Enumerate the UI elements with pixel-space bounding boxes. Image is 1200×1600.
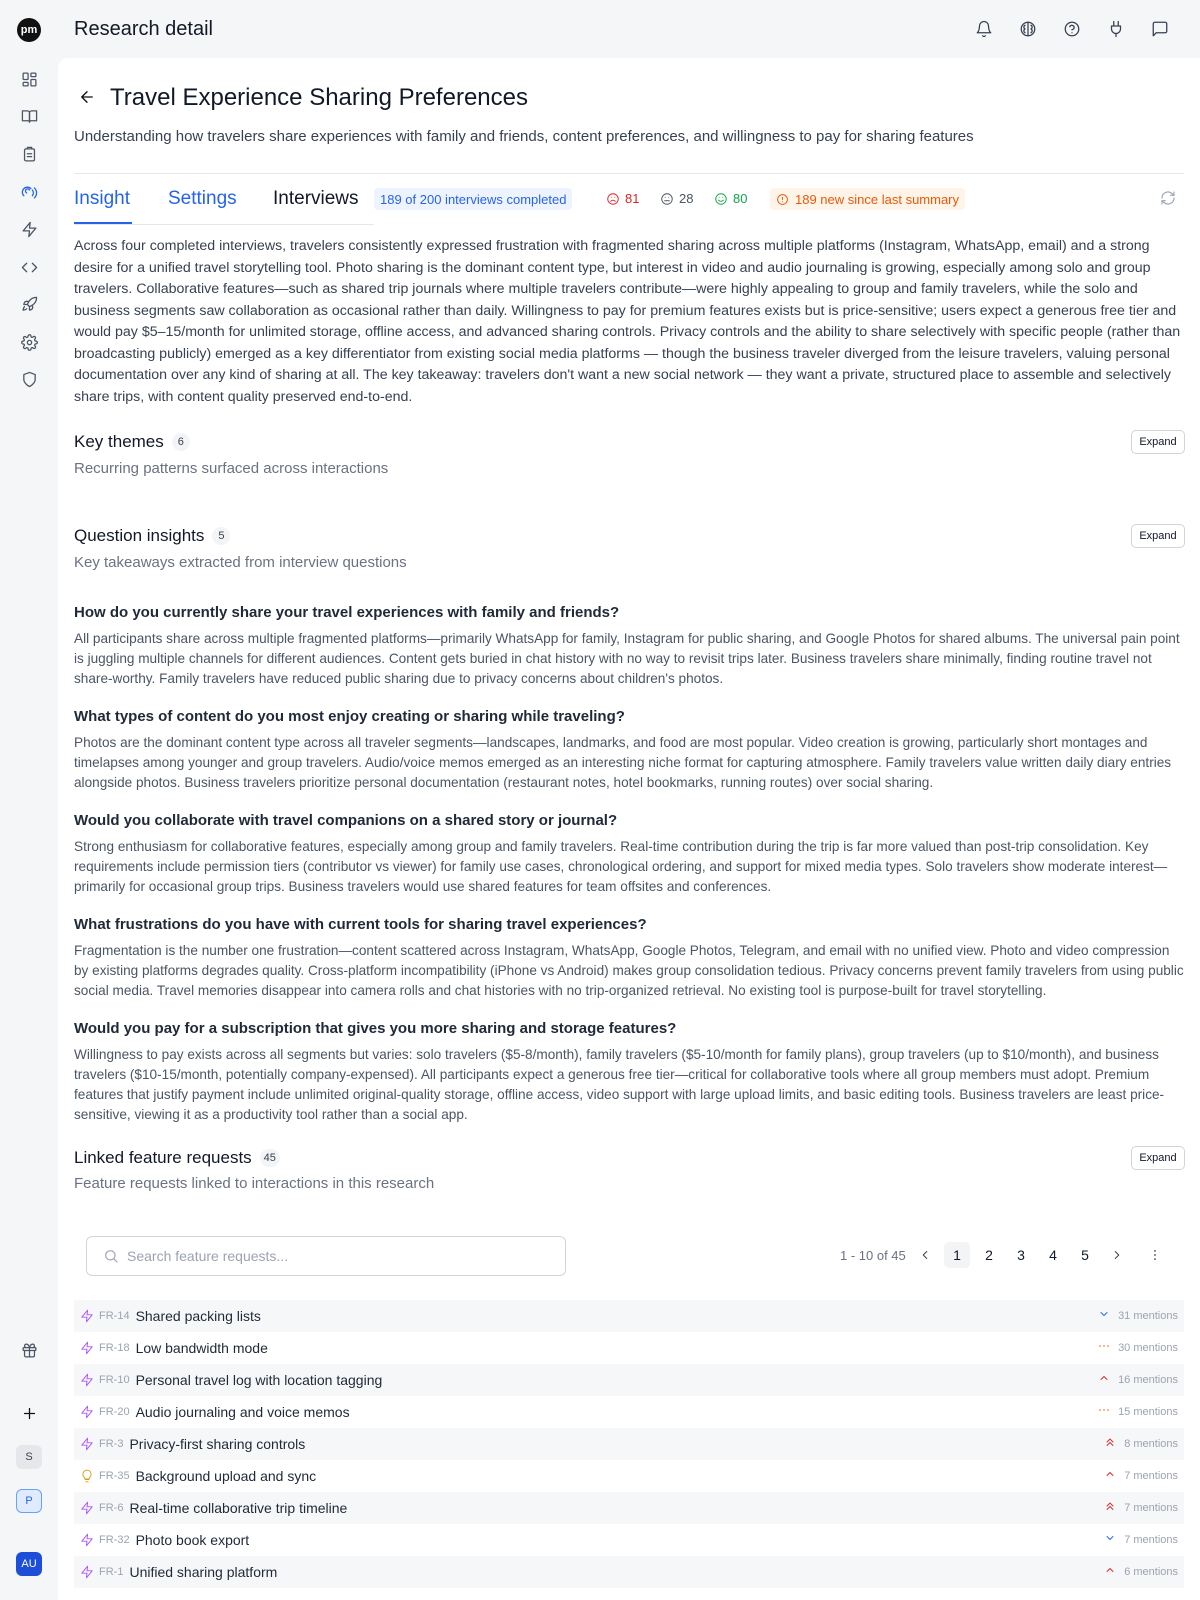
lightning-icon	[80, 1437, 94, 1451]
lightning-icon	[80, 1501, 94, 1515]
double-chevron-up-icon	[1104, 1499, 1116, 1517]
brain-icon[interactable]	[1019, 20, 1039, 40]
feature-request-name[interactable]: Personal travel log with location tagging	[135, 1372, 383, 1388]
lightning-icon	[80, 1405, 94, 1419]
key-themes-label: Key themes	[74, 432, 164, 451]
tabs-divider	[74, 224, 374, 225]
lightning-icon	[80, 1565, 94, 1579]
workspace-p[interactable]: P	[16, 1489, 42, 1513]
dots-icon	[1098, 1339, 1110, 1357]
key-themes-count: 6	[172, 433, 190, 451]
feature-request-name[interactable]: Shared packing lists	[135, 1308, 261, 1324]
feature-request-row[interactable]	[74, 1332, 1184, 1364]
alert-icon	[776, 193, 789, 206]
question-insight-item	[74, 812, 1186, 897]
feature-request-meta	[1098, 1396, 1178, 1428]
negative-value: 81	[625, 191, 640, 206]
sidebar	[0, 0, 58, 1600]
question-title: Would you pay for a subscription that gives you more sharing and storage features?	[74, 1020, 677, 1037]
feature-request-name[interactable]: Audio journaling and voice memos	[135, 1404, 350, 1420]
feature-request-id: FR-10	[99, 1374, 130, 1386]
more-options-button[interactable]	[1142, 1242, 1168, 1268]
feature-request-row[interactable]	[74, 1428, 1184, 1460]
research-title: Travel Experience Sharing Preferences	[110, 84, 528, 111]
neutral-value: 28	[679, 191, 694, 206]
page-5-button[interactable]: 5	[1081, 1247, 1089, 1263]
clipboard-icon[interactable]	[19, 144, 39, 164]
chevron-left-icon	[918, 1248, 932, 1262]
lightning-icon	[80, 1309, 94, 1323]
app-logo[interactable]: pm	[17, 18, 41, 42]
gift-icon[interactable]	[19, 1340, 39, 1360]
feature-request-row[interactable]	[74, 1396, 1184, 1428]
lightning-icon[interactable]	[19, 219, 39, 239]
mention-count: 7 mentions	[1124, 1534, 1178, 1546]
feature-request-meta	[1104, 1492, 1178, 1524]
neutral-count	[660, 191, 693, 206]
feature-request-id: FR-3	[99, 1438, 124, 1450]
feature-request-id: FR-6	[99, 1502, 124, 1514]
feature-requests-expand-button[interactable]: Expand	[1131, 1146, 1185, 1170]
top-header	[58, 0, 1200, 58]
page-4-button[interactable]: 4	[1049, 1247, 1057, 1263]
feature-request-id: FR-20	[99, 1406, 130, 1418]
feature-request-meta	[1104, 1428, 1178, 1460]
interviews-completed-badge: 189 of 200 interviews completed	[374, 188, 572, 210]
search-icon	[103, 1248, 119, 1264]
question-answer: All participants share across multiple fragmented platforms—primarily WhatsApp for family, Instagram for public sharing, and Google Photos for shared albums. The universal pain point is juggling multiple channels for different audiences. Content gets buried in chat history with no way to revisit trips later. Business travelers share minimally, finding routine travel not share-worthy. Family travelers have reduced public sharing due to privacy concerns about children's photos.	[74, 631, 1180, 686]
feature-request-meta	[1104, 1460, 1178, 1492]
question-answer: Photos are the dominant content type across all traveler segments—landscapes, landmarks, and food are most popular. Video creation is growing, particularly short montages and timelapses among younger and group travelers. Audio/voice memos emerged as an interesting niche format for capturing atmosphere. Family travelers value written daily diary entries alongside photos. Business travelers prioritize personal documentation (restaurant notes, hotel bookmarks, running routes) over social sharing.	[74, 735, 1172, 790]
bell-icon[interactable]	[975, 20, 995, 40]
plus-icon[interactable]	[19, 1403, 39, 1423]
smile-icon	[714, 192, 728, 206]
lightning-icon	[80, 1373, 94, 1387]
mention-count: 15 mentions	[1118, 1406, 1178, 1418]
question-title: How do you currently share your travel experiences with family and friends?	[74, 604, 620, 621]
key-themes-expand-button[interactable]: Expand	[1131, 430, 1185, 454]
double-chevron-up-icon	[1104, 1435, 1116, 1453]
main-panel	[58, 58, 1200, 1600]
feature-request-name[interactable]: Background upload and sync	[135, 1468, 317, 1484]
feature-request-id: FR-1	[99, 1566, 124, 1578]
voice-icon[interactable]	[19, 181, 39, 201]
pagination-range: 1 - 10 of 45	[840, 1248, 906, 1263]
plug-icon[interactable]	[1107, 20, 1127, 40]
page-title: Research detail	[74, 18, 213, 40]
chat-icon[interactable]	[1151, 20, 1171, 40]
feature-request-name[interactable]: Unified sharing platform	[129, 1564, 278, 1580]
feature-request-name[interactable]: Low bandwidth mode	[135, 1340, 268, 1356]
question-insight-item	[74, 916, 1186, 1001]
question-answer: Fragmentation is the number one frustration—content scattered across Instagram, WhatsApp, Google Photos, Telegram, and email with no unified view. Photo and video compression by existing platforms degrades quality. Cross-platform incompatibility (iPhone vs Android) makes group consolidation tedious. Privacy concerns prevent family travelers from using public social media. Travel memories disappear into camera rolls and chat histories with no trip-organized retrieval. No existing tool is purpose-built for travel storytelling.	[74, 943, 1184, 998]
mention-count: 7 mentions	[1124, 1470, 1178, 1482]
page-1-button[interactable]: 1	[944, 1242, 970, 1268]
feature-request-id: FR-35	[99, 1470, 130, 1482]
feature-request-meta	[1098, 1364, 1178, 1396]
question-insight-item	[74, 1020, 1186, 1125]
question-title: What frustrations do you have with current tools for sharing travel experiences?	[74, 916, 647, 933]
key-themes-title	[74, 432, 190, 452]
back-arrow-icon[interactable]	[78, 88, 98, 108]
chevron-up-icon	[1098, 1371, 1110, 1389]
feature-request-id: FR-18	[99, 1342, 130, 1354]
feature-request-meta	[1098, 1300, 1178, 1332]
page-2-button[interactable]: 2	[985, 1247, 993, 1263]
question-insight-item	[74, 708, 1186, 793]
shield-icon[interactable]	[19, 369, 39, 389]
feature-request-row[interactable]	[74, 1460, 1184, 1492]
refresh-icon[interactable]	[1160, 190, 1178, 208]
feature-search-input[interactable]	[127, 1248, 547, 1264]
kebab-menu-icon	[1148, 1248, 1162, 1262]
question-answer: Strong enthusiasm for collaborative features, especially among group and family travelers. Real-time contribution during the trip is far more valued than post-trip consolidation. Key requirements include permission tiers (contributor vs viewer) for family use cases, chronological ordering, and support for mixed media types. Solo travelers show moderate interest—primarily for occasional group trips. Business travelers would use shared features for team offsites and conferences.	[74, 839, 1168, 894]
code-icon[interactable]	[19, 257, 39, 277]
dots-icon	[1098, 1403, 1110, 1421]
feature-requests-count: 45	[260, 1149, 280, 1167]
feature-request-meta	[1104, 1556, 1178, 1588]
question-title: What types of content do you most enjoy creating or sharing while traveling?	[74, 708, 625, 725]
mention-count: 16 mentions	[1118, 1374, 1178, 1386]
mention-count: 30 mentions	[1118, 1342, 1178, 1354]
question-title: Would you collaborate with travel companions on a shared story or journal?	[74, 812, 618, 829]
insight-summary: Across four completed interviews, travelers consistently expressed frustration with fragmented sharing across multiple platforms (Instagram, WhatsApp, email) and a strong desire for a unified travel storytelling tool. Photo sharing is the dominant content type, but interest in video and audio journaling is growing, especially among solo and group travelers. Collaborative features—such as shared trip journals where multiple travelers contribute—were highly appealing to group and family travelers, while the solo and business segments saw collaboration as occasional rather than daily. Willingness to pay for premium features exists but is price-sensitive; users expect a generous free tier and would pay $5–15/month for unlimited storage, offline access, and advanced sharing controls. Privacy controls and the ability to share selectively with specific people (rather than broadcasting publicly) emerged as a key differentiator from existing social media platforms — though the business traveler diverged from the leisure travelers, valuing personal documentation over any kind of sharing at all. The key takeaway: travelers don't want a new social network — they want a private, structured place to assemble and selectively share trips, with content quality preserved end-to-end.	[74, 238, 1181, 405]
feature-search[interactable]	[86, 1236, 566, 1276]
rocket-icon[interactable]	[19, 294, 39, 314]
feature-request-id: FR-32	[99, 1534, 130, 1546]
prev-page-button[interactable]	[912, 1242, 938, 1268]
negative-count	[606, 191, 639, 206]
help-icon[interactable]	[1063, 20, 1083, 40]
positive-count	[714, 191, 747, 206]
page-3-button[interactable]: 3	[1017, 1247, 1025, 1263]
next-page-button[interactable]	[1104, 1242, 1130, 1268]
feature-requests-label: Linked feature requests	[74, 1148, 252, 1167]
mention-count: 6 mentions	[1124, 1566, 1178, 1578]
neutral-face-icon	[660, 192, 674, 206]
question-insights-expand-button[interactable]: Expand	[1131, 524, 1185, 548]
feature-requests-title	[74, 1148, 280, 1168]
new-since-text: 189 new since last summary	[795, 191, 960, 207]
question-insight-item	[74, 604, 1186, 689]
question-insights-count: 5	[212, 527, 230, 545]
feature-request-meta	[1104, 1524, 1178, 1556]
feature-request-row[interactable]	[74, 1300, 1184, 1332]
tab-settings[interactable]: Settings	[168, 188, 237, 209]
feature-request-meta	[1098, 1332, 1178, 1364]
feature-request-name[interactable]: Real-time collaborative trip timeline	[129, 1500, 348, 1516]
workspace-s[interactable]: S	[16, 1445, 42, 1469]
chevron-up-icon	[1104, 1563, 1116, 1581]
chevron-right-icon	[1110, 1248, 1124, 1262]
lightning-icon	[80, 1341, 94, 1355]
chevron-down-icon	[1098, 1307, 1110, 1325]
book-icon[interactable]	[19, 106, 39, 126]
feature-request-row[interactable]	[74, 1524, 1184, 1556]
question-insights-title	[74, 526, 230, 546]
feature-request-name[interactable]: Privacy-first sharing controls	[129, 1436, 306, 1452]
mention-count: 8 mentions	[1124, 1438, 1178, 1450]
feature-request-id: FR-14	[99, 1310, 130, 1322]
bulb-icon	[80, 1469, 94, 1483]
tab-insight[interactable]: Insight	[74, 188, 130, 209]
frown-icon	[606, 192, 620, 206]
lightning-icon	[80, 1533, 94, 1547]
chevron-up-icon	[1104, 1467, 1116, 1485]
feature-requests-subtitle: Feature requests linked to interactions in this research	[74, 1175, 435, 1192]
feature-request-name[interactable]: Photo book export	[135, 1532, 250, 1548]
chevron-down-icon	[1104, 1531, 1116, 1549]
positive-value: 80	[733, 191, 748, 206]
mention-count: 31 mentions	[1118, 1310, 1178, 1322]
mention-count: 7 mentions	[1124, 1502, 1178, 1514]
research-description: Understanding how travelers share experiences with family and friends, content preferences, and willingness to pay for sharing features	[74, 128, 974, 145]
user-avatar[interactable]: AU	[16, 1552, 42, 1576]
feature-request-row[interactable]	[74, 1492, 1184, 1524]
gear-icon[interactable]	[19, 332, 39, 352]
question-answer: Willingness to pay exists across all segments but varies: solo travelers ($5-8/month), family travelers ($5-10/month for family plans), group travelers (up to $10/month), and business travelers ($10-15/month, potentially company-expensed). All participants expect a generous free tier—critical for collaborative tools where all group members must adopt. Premium features that justify payment include unlimited original-quality storage, offline access, video support with large upload limits, and basic editing tools. Business travelers are least price-sensitive, viewing it as a productivity tool rather than a social app.	[74, 1047, 1165, 1122]
key-themes-subtitle: Recurring patterns surfaced across interactions	[74, 460, 389, 477]
new-since-badge	[770, 188, 965, 210]
dashboard-icon[interactable]	[19, 69, 39, 89]
feature-request-row[interactable]	[74, 1364, 1184, 1396]
question-insights-subtitle: Key takeaways extracted from interview questions	[74, 554, 407, 571]
tab-interviews[interactable]: Interviews	[273, 188, 359, 209]
question-insights-label: Question insights	[74, 526, 205, 545]
divider	[74, 173, 1184, 174]
feature-request-row[interactable]	[74, 1556, 1184, 1588]
